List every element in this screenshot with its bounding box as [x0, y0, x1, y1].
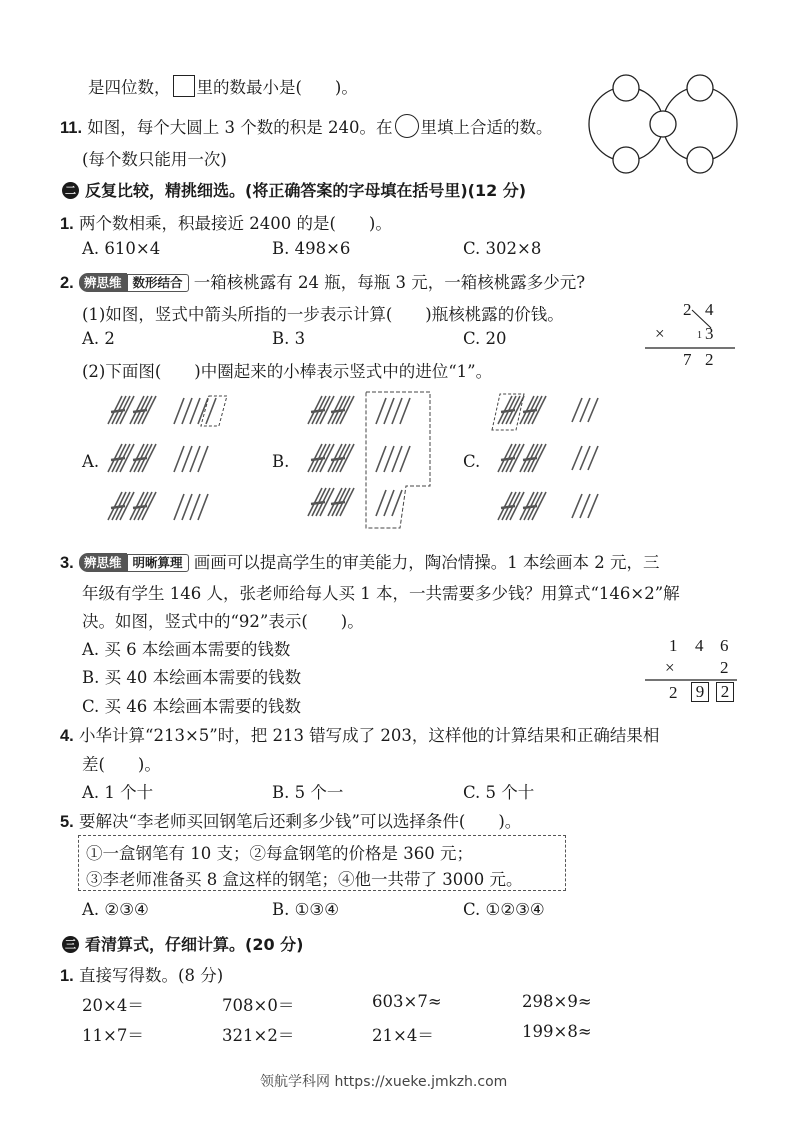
option: B. 498×6 [272, 239, 351, 258]
q11-line1: 11. 如图，每个大圆上 3 个数的积是 240。在 里填上合适的数。 [60, 114, 553, 138]
q11-note: (每个数只能用一次) [82, 150, 227, 169]
footer-watermark: 领航学科网 https://xueke.jmkzh.com [260, 1074, 508, 1090]
pic-label-a: A. [82, 452, 100, 471]
calc-item: 603×7≈ [372, 992, 442, 1011]
s2q3-line2: 年级有学生 146 人，张老师给每人买 1 本，一共需要多少钱？用算式“146×2”解 [82, 584, 680, 603]
option: A. ②③④ [82, 900, 149, 919]
stick-picture-a [100, 392, 230, 527]
s2q4-line2: 差( )。 [82, 755, 161, 774]
bundle-icon [520, 444, 546, 472]
bundle-icon [498, 492, 524, 520]
option: B. 5 个一 [272, 783, 344, 802]
option: B. 3 [272, 329, 306, 348]
s2q3-line1: 3. 辨思维 明晰算理 画画可以提高学生的审美能力，陶冶情操。1 本绘画本 2 元，三 [60, 553, 660, 572]
small-circle [687, 75, 713, 101]
section-number-icon: 三 [62, 936, 79, 953]
calc-item: 20×4＝ [82, 996, 144, 1015]
section-number-icon: 二 [62, 182, 79, 199]
s2q4-line1: 4. 小华计算“213×5”时，把 213 错写成了 203，这样他的计算结果和正确结果相 [60, 726, 660, 745]
bundle-icon [130, 396, 156, 424]
bundle-icon [498, 444, 524, 472]
small-circle [687, 147, 713, 173]
option: B. 买 40 本绘画本需要的钱数 [82, 668, 302, 687]
bundle-icon [108, 396, 134, 424]
calc-item: 199×8≈ [522, 1022, 592, 1041]
dashed-circle-mark [366, 392, 430, 528]
option: C. 20 [463, 329, 507, 348]
circle-diagram [588, 74, 738, 174]
option: C. 买 46 本绘画本需要的钱数 [82, 697, 302, 716]
option: A. 2 [82, 329, 115, 348]
s2q3-line3: 决。如图，竖式中的“92”表示( )。 [82, 612, 364, 631]
option: A. 610×4 [82, 239, 161, 258]
s2q2-sub2: (2)下面图( )中圈起来的小棒表示竖式中的进位“1”。 [82, 362, 493, 381]
option: A. 1 个十 [82, 783, 154, 802]
tag-light: 数形结合 [127, 274, 189, 292]
option: A. 买 6 本绘画本需要的钱数 [82, 640, 291, 659]
stick-picture-b [300, 390, 440, 530]
tag-dark: 辨思维 [79, 273, 127, 292]
s2q5-stem: 5. 要解决“李老师买回钢笔后还剩多少钱”可以选择条件( )。 [60, 812, 522, 831]
condition-line-1: ①一盒钢笔有 10 支；②每盒钢笔的价格是 360 元； [86, 844, 473, 863]
section-3-heading: 三 看清算式，仔细计算。(20 分) [62, 932, 303, 955]
s2q1-stem: 1. 两个数相乘，积最接近 2400 的是( )。 [60, 214, 392, 233]
s3q1-stem: 1. 直接写得数。(8 分) [60, 966, 224, 985]
bundle-icon [520, 396, 546, 424]
pic-label-b: B. [272, 452, 290, 471]
answer-circle [395, 114, 419, 138]
option: C. 5 个十 [463, 783, 535, 802]
bundle-icon [108, 492, 134, 520]
bundle-icon [130, 444, 156, 472]
vertical-calc-24x3: 2 4 × 1 3 7 2 [645, 300, 735, 372]
s2q2-sub1: (1)如图，竖式中箭头所指的一步表示计算( )瓶核桃露的价钱。 [82, 305, 564, 324]
calc-line [645, 636, 737, 708]
option: C. ①②③④ [463, 900, 545, 919]
section-2-heading: 二 反复比较，精挑细选。(将正确答案的字母填在括号里)(12 分) [62, 178, 526, 201]
option: B. ①③④ [272, 900, 339, 919]
s2q2-stem: 2. 辨思维 数形结合 一箱核桃露有 24 瓶，每瓶 3 元，一箱核桃露多少元? [60, 273, 586, 292]
calc-item: 21×4＝ [372, 1026, 434, 1045]
tag-dark: 辨思维 [79, 553, 127, 572]
calc-item: 298×9≈ [522, 992, 592, 1011]
calc-item: 11×7＝ [82, 1026, 144, 1045]
q10-tail: 是四位数， 里的数最小是( )。 [88, 74, 358, 98]
tag-light: 明晰算理 [127, 554, 189, 572]
small-circle [613, 147, 639, 173]
arrow-line [645, 300, 735, 372]
answer-box[interactable] [173, 75, 195, 97]
calc-item: 321×2＝ [222, 1026, 295, 1045]
bundle-icon [108, 444, 134, 472]
small-circle-center [650, 111, 676, 137]
dashed-circle-mark [201, 396, 227, 426]
calc-item: 708×0＝ [222, 996, 295, 1015]
pic-label-c: C. [463, 452, 481, 471]
small-circle [613, 75, 639, 101]
bundle-icon [520, 492, 546, 520]
bundle-icon [130, 492, 156, 520]
vertical-calc-146x2: 1 4 6 × 2 2 9 2 [645, 636, 737, 708]
condition-line-2: ③李老师准备买 8 盒这样的钢笔；④他一共带了 3000 元。 [86, 870, 523, 889]
option: C. 302×8 [463, 239, 542, 258]
stick-picture-c [490, 392, 620, 527]
